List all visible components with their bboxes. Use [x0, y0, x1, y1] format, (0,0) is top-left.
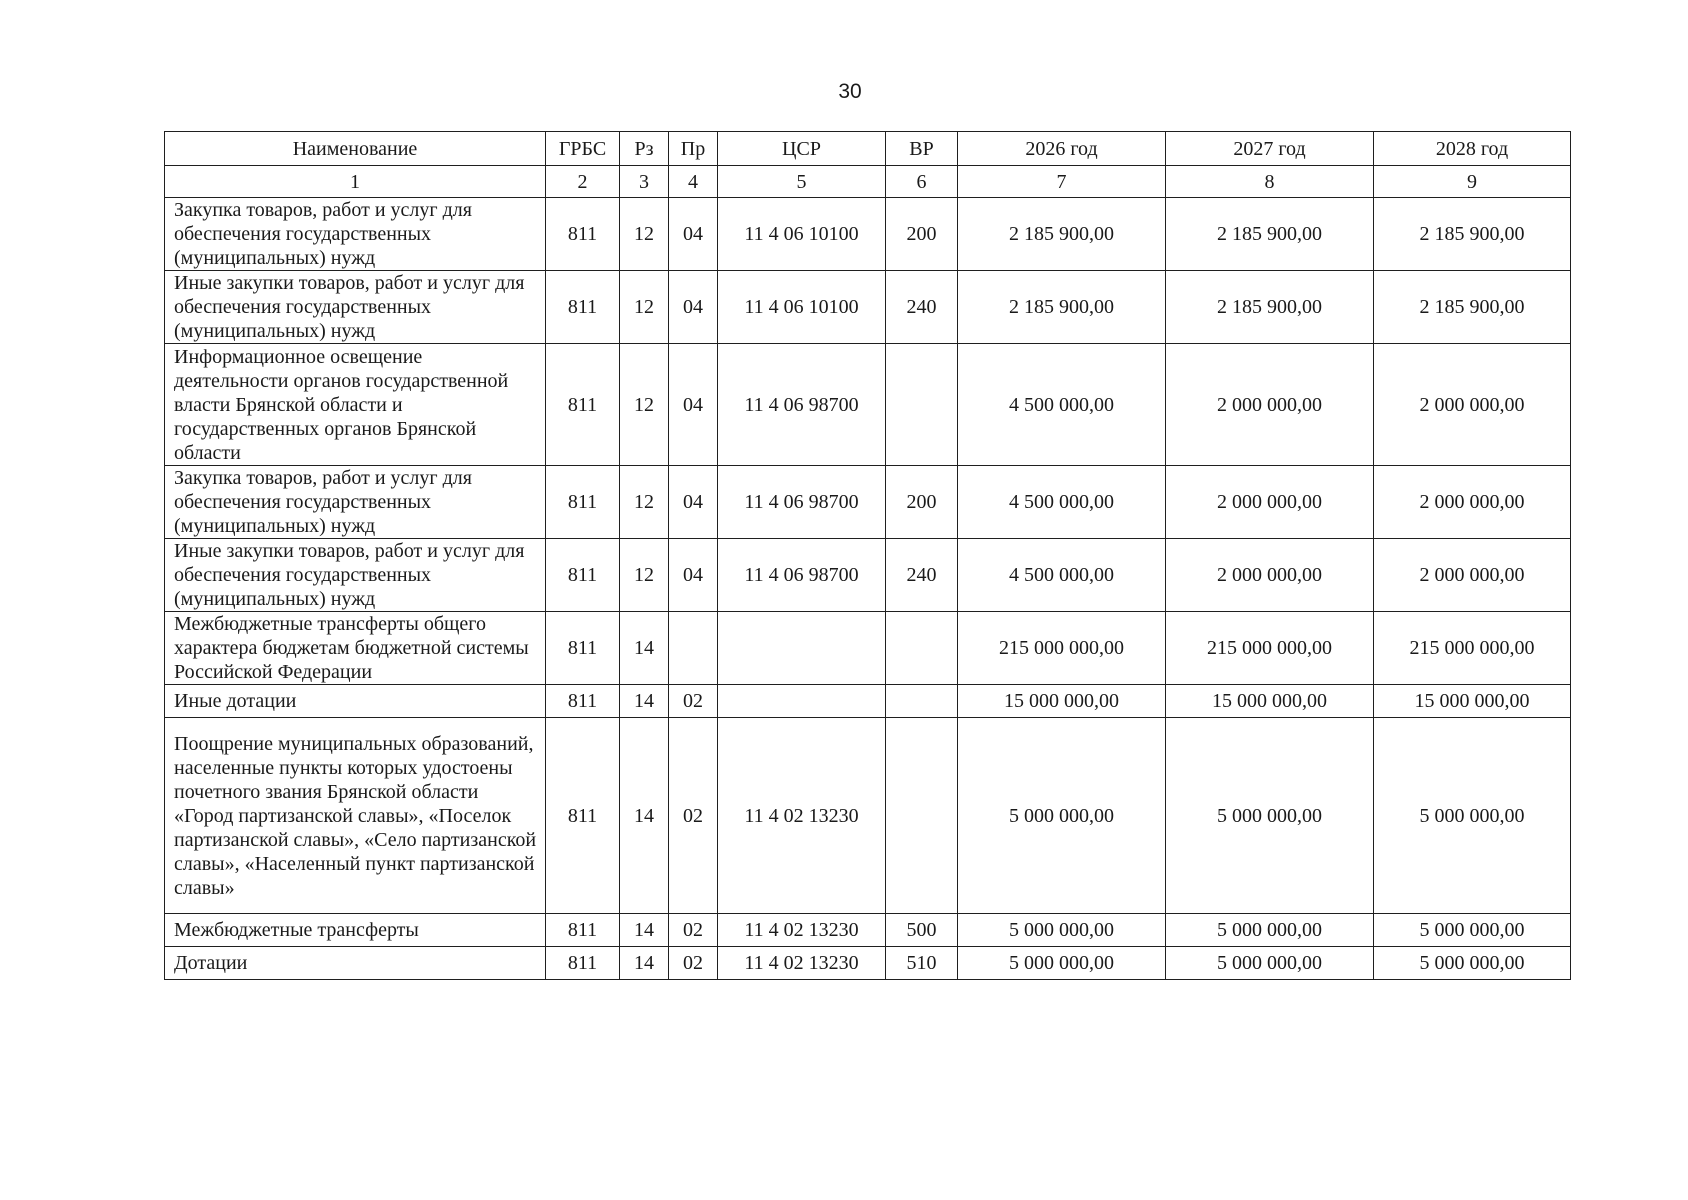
- header-row: [165, 132, 1571, 166]
- row-vr: [886, 344, 958, 466]
- row-rz: 12: [620, 466, 669, 539]
- header-name: Наименование: [165, 132, 546, 166]
- row-rz: 12: [620, 344, 669, 466]
- row-vr: 200: [886, 198, 958, 271]
- table-row: [165, 198, 1571, 271]
- row-csr: 11 4 02 13230: [718, 718, 886, 914]
- row-name: Иные закупки товаров, работ и услуг для обеспечения государственных (муниципальных) нужд: [165, 271, 546, 344]
- row-csr: 11 4 06 98700: [718, 466, 886, 539]
- row-pr: 02: [669, 685, 718, 718]
- row-2027: 2 000 000,00: [1166, 539, 1374, 612]
- column-number: 3: [620, 166, 669, 198]
- row-2027: 5 000 000,00: [1166, 914, 1374, 947]
- row-2028: 5 000 000,00: [1374, 947, 1571, 980]
- column-number: 5: [718, 166, 886, 198]
- row-2027: 2 185 900,00: [1166, 271, 1374, 344]
- row-csr: 11 4 06 98700: [718, 539, 886, 612]
- row-grbs: 811: [546, 198, 620, 271]
- row-grbs: 811: [546, 914, 620, 947]
- row-rz: 14: [620, 685, 669, 718]
- row-pr: 04: [669, 539, 718, 612]
- row-vr: 240: [886, 271, 958, 344]
- row-rz: 12: [620, 539, 669, 612]
- row-2026: 5 000 000,00: [958, 947, 1166, 980]
- row-2026: 215 000 000,00: [958, 612, 1166, 685]
- table-row: [165, 344, 1571, 466]
- row-vr: 200: [886, 466, 958, 539]
- row-name: Иные закупки товаров, работ и услуг для обеспечения государственных (муниципальных) нужд: [165, 539, 546, 612]
- column-number: 4: [669, 166, 718, 198]
- row-2027: 2 000 000,00: [1166, 466, 1374, 539]
- row-2027: 15 000 000,00: [1166, 685, 1374, 718]
- row-2028: 5 000 000,00: [1374, 718, 1571, 914]
- row-vr: 510: [886, 947, 958, 980]
- row-2026: 5 000 000,00: [958, 718, 1166, 914]
- row-pr: 04: [669, 344, 718, 466]
- row-csr: 11 4 02 13230: [718, 914, 886, 947]
- column-number: 6: [886, 166, 958, 198]
- row-vr: 240: [886, 539, 958, 612]
- row-grbs: 811: [546, 612, 620, 685]
- row-grbs: 811: [546, 466, 620, 539]
- header-csr: ЦСР: [718, 132, 886, 166]
- row-name: Иные дотации: [165, 685, 546, 718]
- row-2027: 215 000 000,00: [1166, 612, 1374, 685]
- row-2026: 2 185 900,00: [958, 271, 1166, 344]
- row-2026: 15 000 000,00: [958, 685, 1166, 718]
- row-name: Закупка товаров, работ и услуг для обеспечения государственных (муниципальных) нужд: [165, 198, 546, 271]
- row-name: Межбюджетные трансферты общего характера бюджетам бюджетной системы Российской Федерации: [165, 612, 546, 685]
- row-pr: 02: [669, 947, 718, 980]
- row-2027: 2 185 900,00: [1166, 198, 1374, 271]
- row-2028: 15 000 000,00: [1374, 685, 1571, 718]
- row-pr: 02: [669, 718, 718, 914]
- column-number: 1: [165, 166, 546, 198]
- header-2028: 2028 год: [1374, 132, 1571, 166]
- row-name: Межбюджетные трансферты: [165, 914, 546, 947]
- row-csr: [718, 612, 886, 685]
- header-grbs: ГРБС: [546, 132, 620, 166]
- row-grbs: 811: [546, 271, 620, 344]
- row-pr: [669, 612, 718, 685]
- row-csr: 11 4 06 10100: [718, 198, 886, 271]
- header-pr: Пр: [669, 132, 718, 166]
- table-row: [165, 947, 1571, 980]
- row-rz: 14: [620, 612, 669, 685]
- column-number-row: [165, 166, 1571, 198]
- row-name: Закупка товаров, работ и услуг для обеспечения государственных (муниципальных) нужд: [165, 466, 546, 539]
- row-2026: 2 185 900,00: [958, 198, 1166, 271]
- row-grbs: 811: [546, 685, 620, 718]
- row-csr: 11 4 02 13230: [718, 947, 886, 980]
- row-2028: 2 185 900,00: [1374, 271, 1571, 344]
- row-2026: 4 500 000,00: [958, 466, 1166, 539]
- column-number: 9: [1374, 166, 1571, 198]
- row-name: Поощрение муниципальных образований, населенные пункты которых удостоены почетного звания Брянской области «Город партизанской славы», «Поселок партизанской славы», «Село партизанской славы», «Населенный пункт партизанской славы»: [165, 718, 546, 914]
- header-2026: 2026 год: [958, 132, 1166, 166]
- table-row: [165, 914, 1571, 947]
- row-2028: 2 185 900,00: [1374, 198, 1571, 271]
- column-number: 7: [958, 166, 1166, 198]
- row-rz: 12: [620, 271, 669, 344]
- budget-table: [164, 131, 1571, 980]
- row-2026: 4 500 000,00: [958, 344, 1166, 466]
- row-grbs: 811: [546, 344, 620, 466]
- row-csr: 11 4 06 10100: [718, 271, 886, 344]
- header-2027: 2027 год: [1166, 132, 1374, 166]
- row-2028: 5 000 000,00: [1374, 914, 1571, 947]
- column-number: 8: [1166, 166, 1374, 198]
- table-row: [165, 466, 1571, 539]
- table-row: [165, 612, 1571, 685]
- row-grbs: 811: [546, 539, 620, 612]
- page-number: 30: [838, 80, 862, 103]
- row-name: Информационное освещение деятельности органов государственной власти Брянской области и государственных органов Брянской области: [165, 344, 546, 466]
- row-rz: 12: [620, 198, 669, 271]
- header-vr: ВР: [886, 132, 958, 166]
- row-pr: 04: [669, 198, 718, 271]
- row-vr: [886, 685, 958, 718]
- row-name: Дотации: [165, 947, 546, 980]
- row-vr: [886, 612, 958, 685]
- row-vr: [886, 718, 958, 914]
- table-row: [165, 718, 1571, 914]
- row-2027: 5 000 000,00: [1166, 718, 1374, 914]
- header-rz: Рз: [620, 132, 669, 166]
- table-row: [165, 271, 1571, 344]
- column-number: 2: [546, 166, 620, 198]
- row-2028: 2 000 000,00: [1374, 539, 1571, 612]
- row-2026: 5 000 000,00: [958, 914, 1166, 947]
- row-pr: 04: [669, 466, 718, 539]
- row-2026: 4 500 000,00: [958, 539, 1166, 612]
- table-row: [165, 539, 1571, 612]
- row-pr: 04: [669, 271, 718, 344]
- row-2028: 215 000 000,00: [1374, 612, 1571, 685]
- row-pr: 02: [669, 914, 718, 947]
- row-grbs: 811: [546, 947, 620, 980]
- row-grbs: 811: [546, 718, 620, 914]
- row-csr: [718, 685, 886, 718]
- row-csr: 11 4 06 98700: [718, 344, 886, 466]
- row-2027: 2 000 000,00: [1166, 344, 1374, 466]
- row-rz: 14: [620, 914, 669, 947]
- table-row: [165, 685, 1571, 718]
- row-2027: 5 000 000,00: [1166, 947, 1374, 980]
- row-vr: 500: [886, 914, 958, 947]
- row-2028: 2 000 000,00: [1374, 344, 1571, 466]
- row-rz: 14: [620, 947, 669, 980]
- row-2028: 2 000 000,00: [1374, 466, 1571, 539]
- row-rz: 14: [620, 718, 669, 914]
